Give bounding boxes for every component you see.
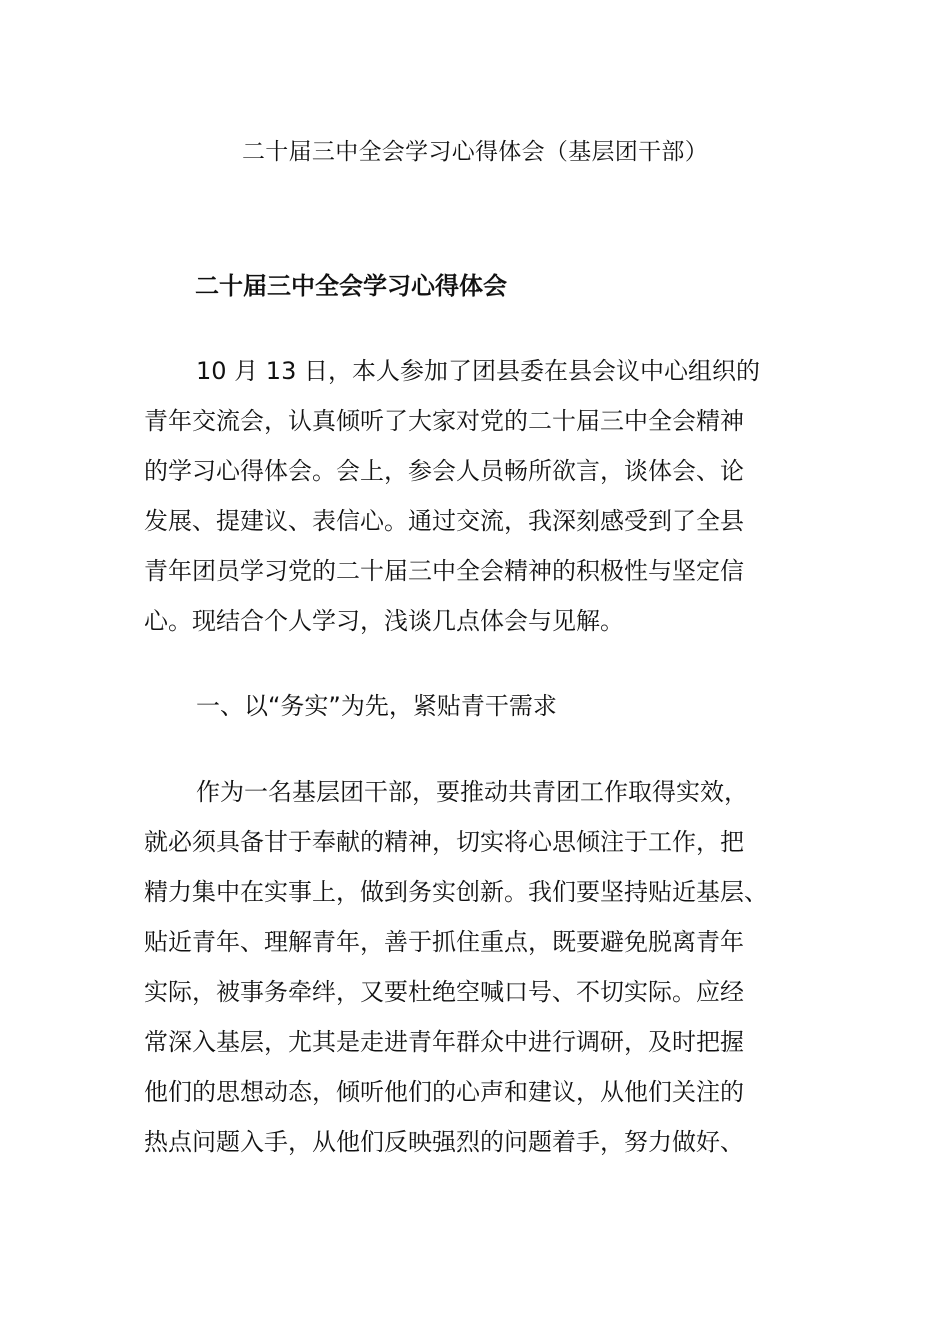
paragraph-line: 青年交流会，认真倾听了大家对党的二十届三中全会精神 (144, 407, 744, 435)
section-heading (144, 681, 804, 731)
section-subtitle: 二十届三中全会学习心得体会 (195, 272, 507, 300)
paragraph-line: 的学习心得体会。会上，参会人员畅所欲言，谈体会、论 (144, 457, 744, 485)
paragraph-line: 作为一名基层团干部，要推动共青团工作取得实效， (196, 778, 748, 806)
paragraph-line: 常深入基层，尤其是走进青年群众中进行调研，及时把握 (144, 1028, 744, 1056)
paragraph-line: 青年团员学习党的二十届三中全会精神的积极性与坚定信 (144, 557, 744, 585)
paragraph-line: 心。现结合个人学习，浅谈几点体会与见解。 (144, 607, 624, 635)
section-paragraph (144, 767, 804, 1167)
document-title: 二十届三中全会学习心得体会（基层团干部） (242, 139, 708, 165)
paragraph-line: 10 月 13 日，本人参加了团县委在县会议中心组织的 (196, 357, 760, 385)
paragraph-line: 就必须具备甘于奉献的精神，切实将心思倾注于工作，把 (144, 828, 744, 856)
paragraph-line: 精力集中在实事上，做到务实创新。我们要坚持贴近基层、 (144, 878, 768, 906)
paragraph-line: 热点问题入手，从他们反映强烈的问题着手，努力做好、 (144, 1128, 744, 1156)
paragraph-line: 实际，被事务牵绊，又要杜绝空喊口号、不切实际。应经 (144, 978, 744, 1006)
paragraph-line: 他们的思想动态，倾听他们的心声和建议，从他们关注的 (144, 1078, 744, 1106)
heading-text: 一、以“务实”为先，紧贴青干需求 (196, 692, 557, 720)
paragraph-line: 贴近青年、理解青年，善于抓住重点，既要避免脱离青年 (144, 928, 744, 956)
paragraph-line: 发展、提建议、表信心。通过交流，我深刻感受到了全县 (144, 507, 744, 535)
intro-paragraph (144, 346, 804, 646)
